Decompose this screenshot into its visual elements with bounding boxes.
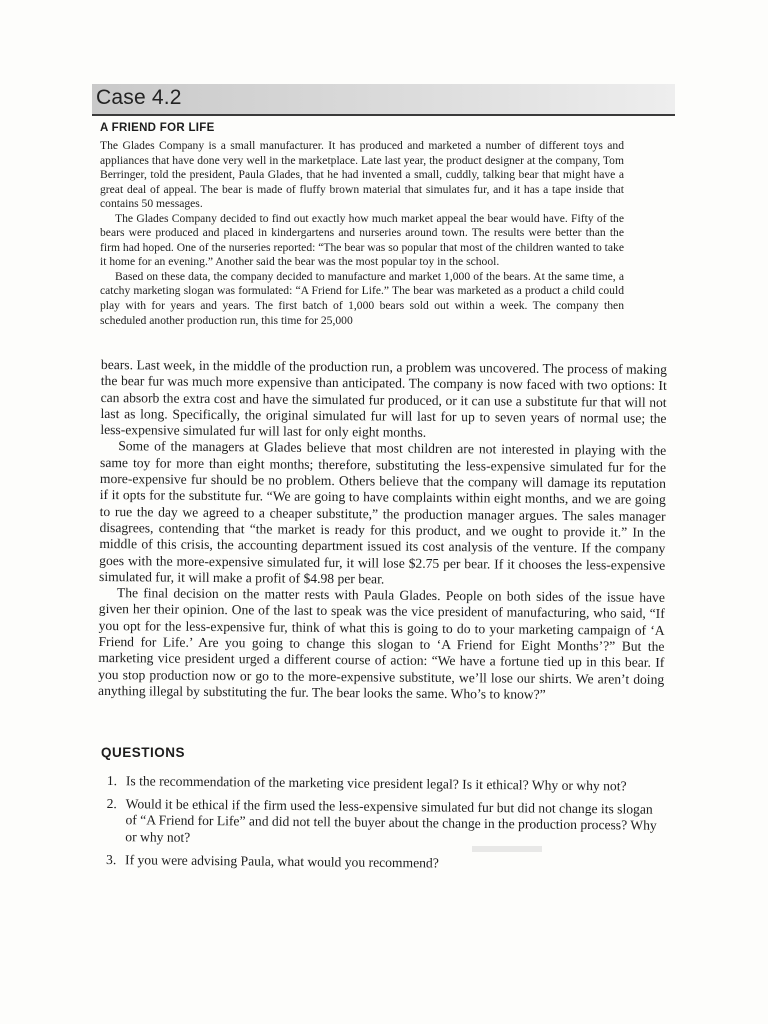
paragraph: Some of the managers at Glades believe that most children are not interested in playing with the same toy for more than eight months; therefore, substituting the less-expensive simulated fur for the more-expensive fur should be no problem. Others believe that the company will damage its reputation if it opts for the substitute fur. “We are going to have complaints within eight months, and we are going to rue the day we agreed to a cheaper substitute,” the production manager argues. The sales manager disagrees, contending that “the market is ready for this product, and we ought to provide it.” In the middle of this crisis, the accounting department issued its cost analysis of the venture. If the company goes with the more-expensive simulated fur, it will lose $2.75 per bear. If it chooses the less-expensive simulated fur, it will make a profit of $4.98 per bear. [99, 438, 667, 587]
question-item [107, 773, 662, 795]
paragraph: The Glades Company decided to find out exactly how much market appeal the bear would have. Fifty of the bears were produced and placed in kindergartens and nurseries around town. The results were better than the firm had hoped. One of the nurseries reported: “The bear was so popular that most of the children wanted to take it home for an evening.” Another said the bear was the most popular toy in the school. [100, 211, 624, 269]
question-number: 1. [106, 773, 118, 789]
questions-list [106, 773, 662, 881]
case-number: Case 4.2 [96, 86, 182, 109]
question-item [106, 796, 661, 850]
case-title: A FRIEND FOR LIFE [100, 122, 215, 134]
question-text: Is the recommendation of the marketing vice president legal? Is it ethical? Why or why not? [125, 773, 627, 794]
paragraph: The final decision on the matter rests with Paula Glades. People on both sides of the issue have given her their opinion. One of the last to speak was the vice president of manufacturing, who said, “If you opt for the less-expensive fur, think of what this is going to do to your marketing campaign of ‘A Friend for Life.’ Are you going to change this slogan to ‘A Friend for Eight Months’?” But the marketing vice president urged a different course of action: “We have a fortune tied up in this bear. If you stop production now or go to the more-expensive substitute, we’ll lose our shirts. We aren’t doing anything illegal by substituting the fur. The bear looks the same. Who’s to know?” [98, 585, 665, 702]
questions-heading: QUESTIONS [101, 745, 186, 760]
paragraph: bears. Last week, in the middle of the production run, a problem was uncovered. The process of making the bear fur was much more expensive than anticipated. The company is now faced with two options: It can absorb the extra cost and have the simulated fur produced, or it can use a substitute fur that will not last as long. Specifically, the original simulated fur will last for up to seven years of normal use; the less-expensive simulated fur will last for only eight months. [100, 357, 667, 441]
case-body-part-2 [98, 357, 667, 704]
question-item [106, 852, 661, 874]
case-body-part-1 [100, 139, 624, 328]
header-rule [92, 114, 675, 116]
paragraph: Based on these data, the company decided to manufacture and market 1,000 of the bears. At the same time, a catchy marketing slogan was formulated: “A Friend for Life.” The bear was marketed as a product a child could play with for years and years. The first batch of 1,000 bears sold out within a week. The company then scheduled another production run, this time for 25,000 [100, 269, 624, 327]
bleed-through-marks [470, 840, 550, 860]
question-number: 2. [106, 796, 117, 812]
question-text: Would it be ethical if the firm used the less-expensive simulated fur but did not change its slogan of “A Friend for Life” and did not tell the buyer about the change in the production process? Why or why not? [125, 796, 657, 845]
question-number: 3. [106, 851, 117, 867]
paragraph: The Glades Company is a small manufacturer. It has produced and marketed a number of different toys and appliances that have done very well in the marketplace. Late last year, the product designer at the company, Tom Berringer, told the president, Paula Glades, that he had invented a small, cuddly, talking bear that might have a great deal of appeal. The bear is made of fluffy brown material that simulates fur, and it has a tape inside that contains 50 messages. [100, 139, 624, 211]
question-text: If you were advising Paula, what would you recommend? [125, 852, 439, 871]
